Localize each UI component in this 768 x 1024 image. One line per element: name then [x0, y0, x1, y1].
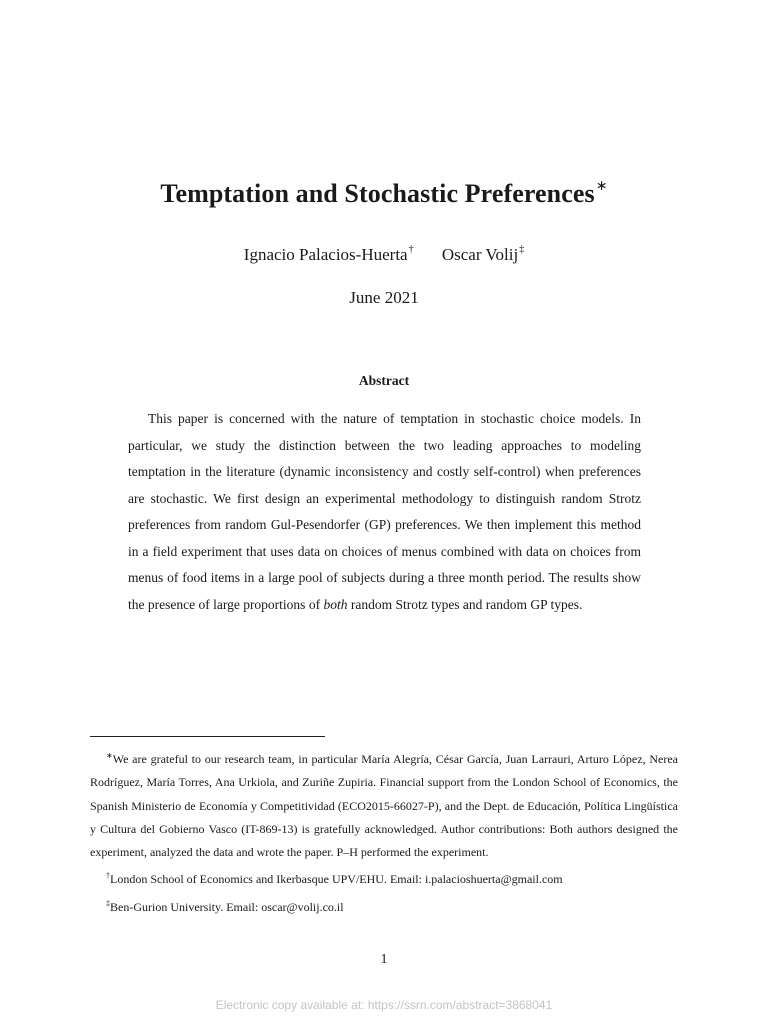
footnote-text: We are grateful to our research team, in particular María Alegría, César García, Juan Larrauri, Arturo López, Nerea Rodríguez, María Torres, Ana Urkiola, and Zuriñe Zupiria. Financial support from the London School of Economics, the Spanish Ministerio de Economía y Competitividad (ECO2015-66027-P), and the Dept. de Educación, Política Lingüística y Cultura del Gobierno Vasco (IT-869-13) is gratefully acknowledged. Author contributions: Both authors designed the experiment, analyzed the data and wrote the paper. P–H performed the experiment.	[90, 752, 678, 860]
ssrn-availability-note: Electronic copy available at: https://ssrn.com/abstract=3868041	[215, 998, 553, 1012]
abstract-text-end: random Strotz types and random GP types.	[350, 596, 583, 612]
title-footnote-mark: ∗	[595, 179, 608, 194]
author-1	[244, 244, 414, 265]
author-1-name: Ignacio Palacios-Huerta	[243, 245, 408, 264]
author-2-name: Oscar Volij	[441, 245, 519, 264]
footnote-author-1-affiliation	[90, 864, 678, 891]
author-1-footnote-mark: †	[408, 244, 414, 255]
author-2	[442, 244, 524, 265]
abstract-body	[128, 406, 641, 618]
abstract-heading: Abstract	[358, 373, 410, 388]
paper-title-text: Temptation and Stochastic Preferences	[160, 179, 595, 208]
footnote-acknowledgements	[90, 744, 678, 864]
footnote-divider	[90, 736, 325, 737]
paper-title	[0, 178, 768, 209]
footnotes	[90, 744, 678, 919]
abstract-text: This paper is concerned with the nature of temptation in stochastic choice models. In particular, we study the distinction between the two leading approaches to modeling temptation in the literature (dynamic inconsistency and costly self-control) when preferences are stochastic. We first design an experimental methodology to distinguish random Strotz preferences from random Gul-Pesendorfer (GP) preferences. We then implement this method in a field experiment that uses data on choices of menus combined with data on choices from menus of food items in a large pool of subjects during a three month period. The results show the presence of large proportions of	[128, 411, 641, 612]
paper-date: June 2021	[349, 288, 419, 307]
footnote-author-2-affiliation	[90, 892, 678, 919]
author-list	[0, 244, 768, 265]
author-2-footnote-mark: ‡	[519, 244, 525, 255]
footnote-mark: ‡	[106, 898, 110, 908]
footnote-mark: ∗	[106, 751, 113, 760]
footnote-text: London School of Economics and Ikerbasque UPV/EHU. Email: i.palacioshuerta@gmail.com	[110, 872, 563, 887]
abstract-italic-word: both	[323, 596, 348, 612]
page-number: 1	[380, 952, 388, 967]
footnote-mark: †	[106, 871, 110, 881]
footnote-text: Ben-Gurion University. Email: oscar@volij.co.il	[110, 899, 344, 914]
